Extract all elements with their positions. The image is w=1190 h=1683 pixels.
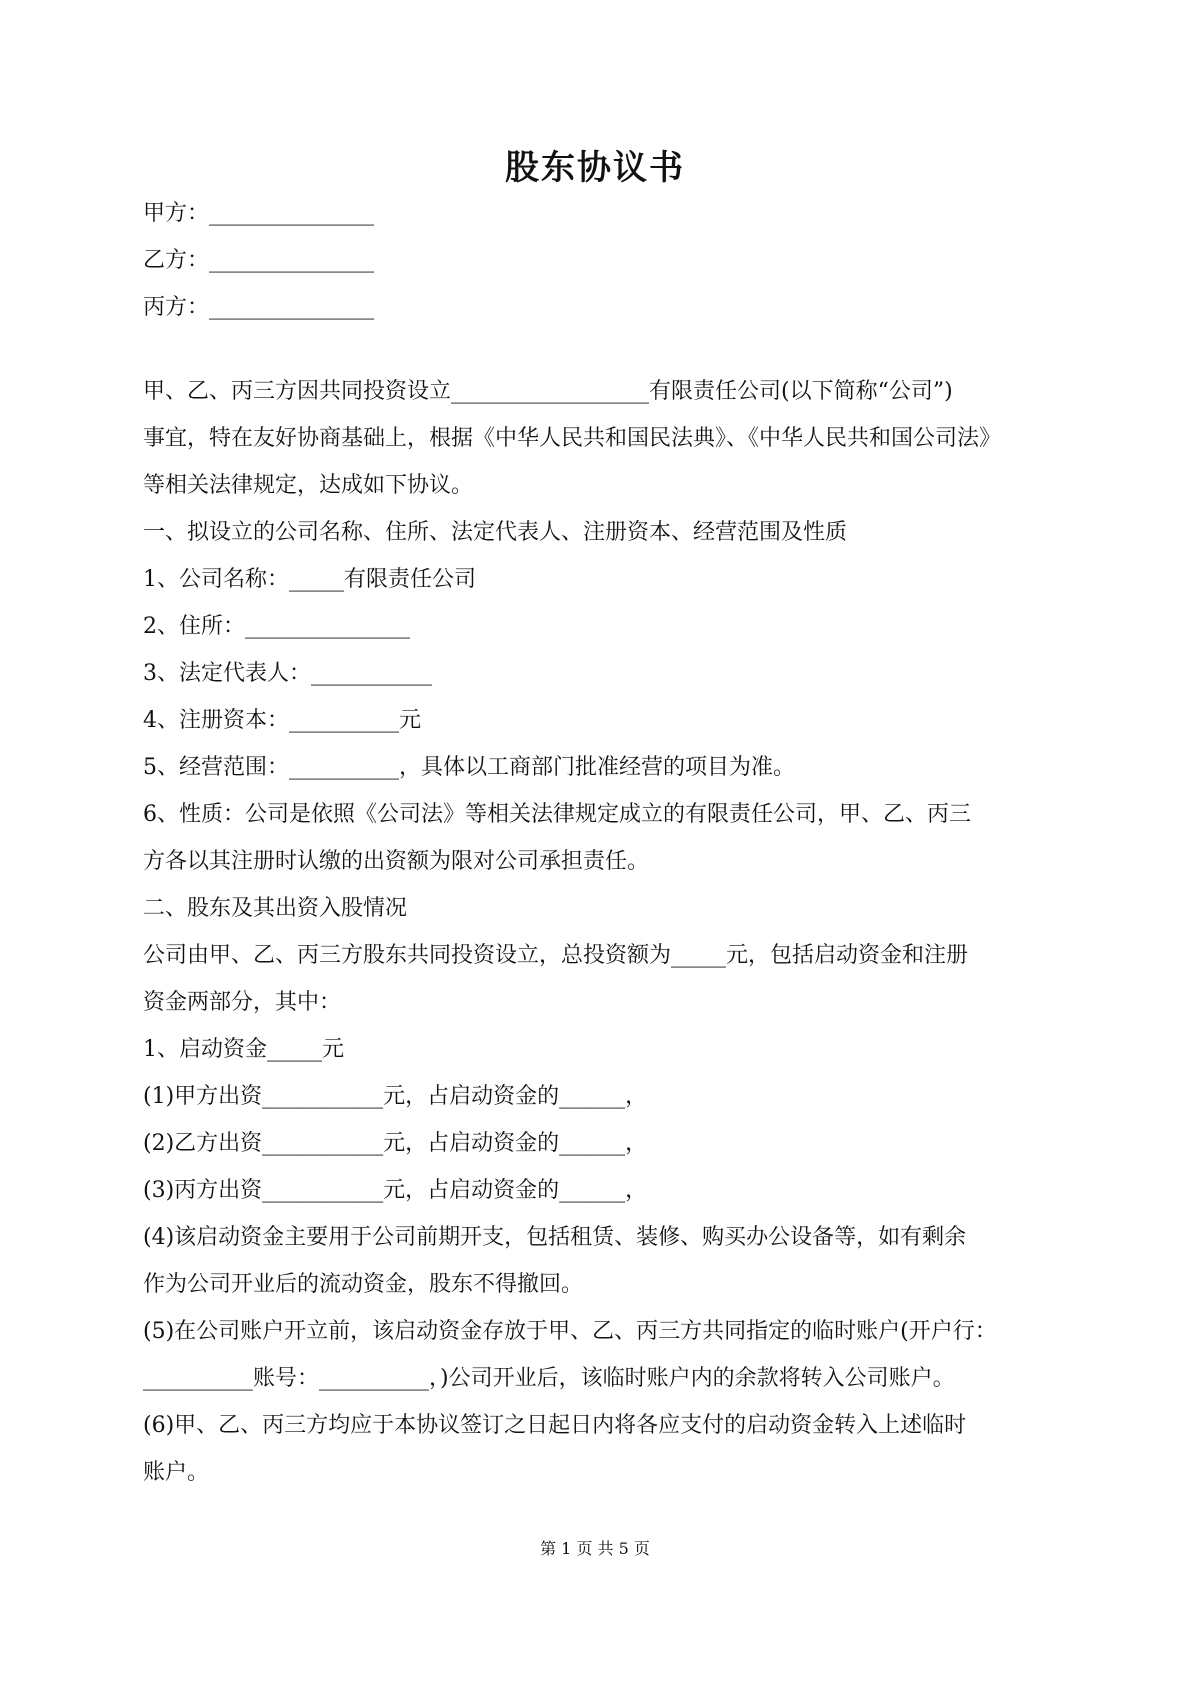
paragraph-line: __________账号：__________，)公司开业后，该临时账户内的余款将转入公司账户。 [143,1366,955,1391]
paragraph-line: 公司由甲、乙、丙三方股东共同投资设立，总投资额为_____元，包括启动资金和注册 [143,943,969,968]
paragraph-line: (1)甲方出资___________元，占启动资金的______， [143,1084,648,1109]
paragraph-line: 方各以其注册时认缴的出资额为限对公司承担责任。 [143,849,650,874]
paragraph-line: 等相关法律规定，达成如下协议。 [143,473,474,498]
party-line-yi: 乙方：_______________ [143,248,375,273]
paragraph-line: 4、注册资本：__________元 [143,708,421,733]
paragraph-line: (4)该启动资金主要用于公司前期开支，包括租赁、装修、购买办公设备等，如有剩余 [143,1225,967,1250]
paragraph-line: 5、经营范围：__________，具体以工商部门批准经营的项目为准。 [143,755,795,780]
paragraph-line: 甲、乙、丙三方因共同投资设立__________________有限责任公司(以下简称“公司”) [143,379,953,404]
paragraph-line: 2、住所：_______________ [143,614,410,639]
paragraph-line: (6)甲、乙、丙三方均应于本协议签订之日起日内将各应支付的启动资金转入上述临时 [143,1413,967,1438]
paragraph-line: 账户。 [143,1460,210,1485]
document-title: 股东协议书 [505,148,685,188]
paragraph-line: (2)乙方出资___________元，占启动资金的______， [143,1131,648,1156]
paragraph-line: 6、性质：公司是依照《公司法》等相关法律规定成立的有限责任公司，甲、乙、丙三 [143,802,971,827]
party-line-bing: 丙方：_______________ [143,295,375,320]
paragraph-line: (3)丙方出资___________元，占启动资金的______， [143,1178,648,1203]
paragraph-line: 资金两部分，其中： [143,990,342,1015]
paragraph-line: 作为公司开业后的流动资金，股东不得撤回。 [143,1272,584,1297]
paragraph-line: (5)在公司账户开立前，该启动资金存放于甲、乙、丙三方共同指定的临时账户(开户行： [143,1319,997,1344]
section-heading: 一、拟设立的公司名称、住所、法定代表人、注册资本、经营范围及性质 [143,520,848,545]
document-body [143,190,1063,1496]
paragraph-line: 1、启动资金_____元 [143,1037,344,1062]
section-heading: 二、股东及其出资入股情况 [143,896,408,921]
paragraph-line: 1、公司名称：_____有限责任公司 [143,567,476,592]
party-line-jia: 甲方：_______________ [143,201,375,226]
page-number-footer: 第 1 页 共 5 页 [540,1539,650,1558]
paragraph-line: 事宜，特在友好协商基础上，根据《中华人民共和国民法典》、《中华人民共和国公司法》 [143,426,1002,451]
paragraph-line: 3、法定代表人：___________ [143,661,432,686]
section-spacer [143,331,1063,368]
